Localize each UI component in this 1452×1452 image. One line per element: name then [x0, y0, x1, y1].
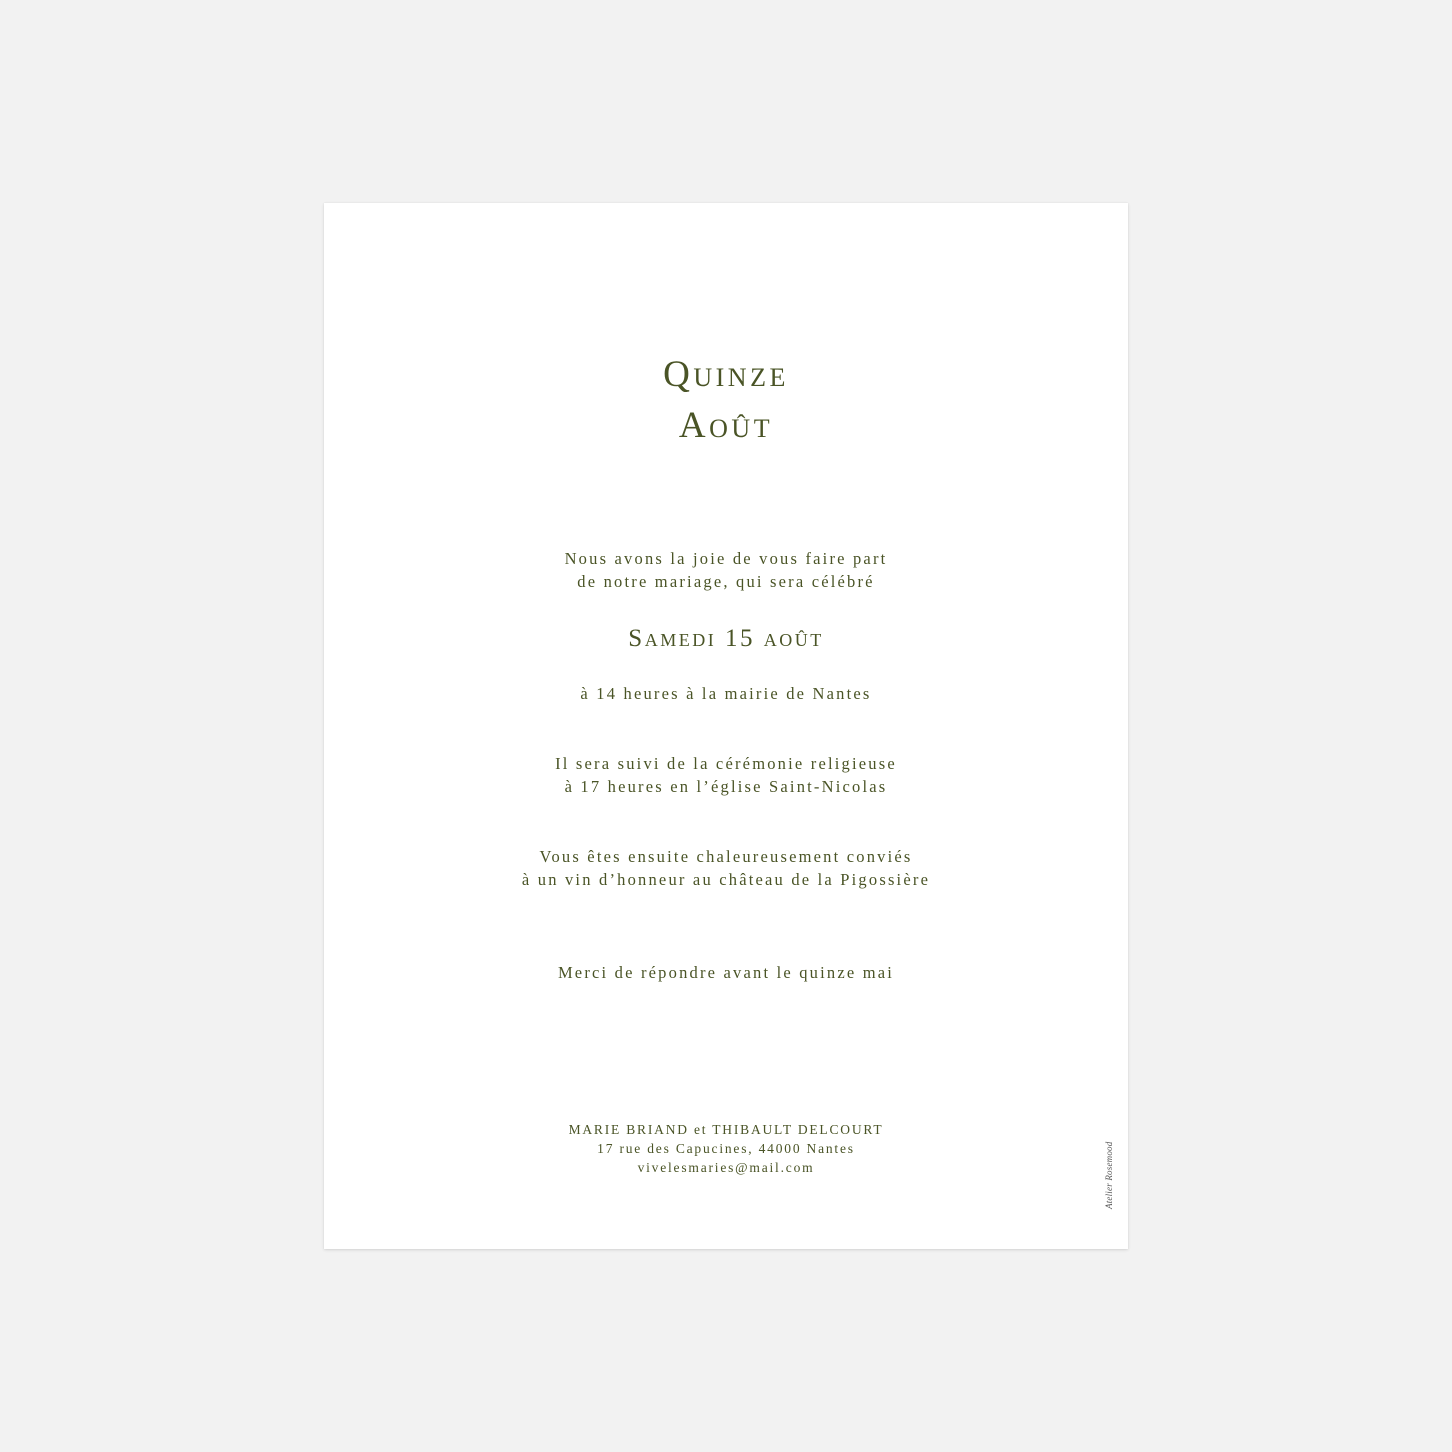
title-line-1: Quinze [663, 354, 789, 395]
title-line-2: Août [678, 405, 774, 446]
card-title [324, 349, 1128, 451]
contact-email: vivelesmaries@mail.com [637, 1160, 815, 1175]
ceremonie-line-2: à 17 heures en l’église Saint-Nicolas [564, 777, 888, 796]
invitation-card [324, 203, 1128, 1249]
vin-honneur-paragraph [324, 845, 1128, 891]
mairie-info: à 14 heures à la mairie de Nantes [580, 684, 872, 703]
rsvp-text: Merci de répondre avant le quinze mai [557, 963, 895, 982]
intro-line-1: Nous avons la joie de vous faire part [564, 549, 888, 568]
designer-credit: Atelier Rosemood [1104, 1141, 1114, 1209]
contact-address: 17 rue des Capucines, 44000 Nantes [597, 1141, 855, 1156]
contact-names: MARIE BRIAND et THIBAULT DELCOURT [568, 1122, 884, 1137]
vin-line-2: à un vin d’honneur au château de la Pigossière [521, 870, 931, 889]
contact-block [324, 1120, 1128, 1177]
intro-line-2: de notre mariage, qui sera célébré [577, 572, 875, 591]
ceremonie-paragraph [324, 752, 1128, 798]
intro-paragraph [324, 547, 1128, 593]
ceremonie-line-1: Il sera suivi de la cérémonie religieuse [555, 754, 897, 773]
vin-line-1: Vous êtes ensuite chaleureusement conviés [539, 847, 913, 866]
wedding-date: Samedi 15 août [628, 625, 824, 652]
